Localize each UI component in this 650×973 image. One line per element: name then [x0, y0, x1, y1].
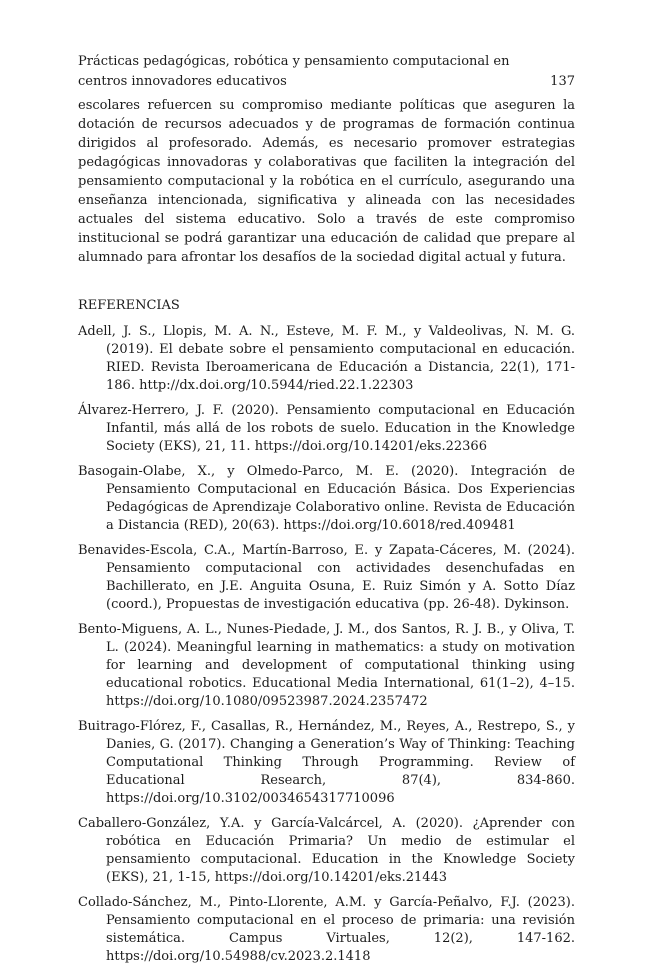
reference-item: Collado-Sánchez, M., Pinto-Llorente, A.M. y García-Peñalvo, F.J. (2023). Pensamiento computacional en el proceso de primaria: una revisión sistemática. Campus Virtuales, 12(2), 147-162. https://doi.org/10.54988/cv.2023.2.1418 [78, 895, 575, 964]
reference-item: Buitrago-Flórez, F., Casallas, R., Hernández, M., Reyes, A., Restrepo, S., y Danies, G. (2017). Changing a Generation’s Way of Thinking: Teaching Computational Thinking Through Programming. Review of Educational Research, 87(4), 834-860. https://doi.org/10.3102/0034654317710096 [78, 719, 575, 806]
reference-item: Benavides-Escola, C.A., Martín-Barroso, E. y Zapata-Cáceres, M. (2024). Pensamiento computacional con actividades desenchufadas en Bachillerato, en J.E. Anguita Osuna, E. Ruiz Simón y A. Sotto Díaz (coord.), Propuestas de investigación educativa (pp. 26-48). Dykinson. [78, 543, 575, 612]
references-heading: REFERENCIAS [78, 298, 180, 313]
document-page [78, 48, 575, 973]
body-paragraph: escolares refuercen su compromiso mediante políticas que aseguren la dotación de recursos adecuados y de programas de formación continua dirigidos al profesorado. Además, es necesario promover estrategias pedagógicas innovadoras y colaborativas que faciliten la integración del pensamiento computacional y la robótica en el currículo, asegurando una enseñanza intencionada, significativa y alineada con las necesidades actuales del sistema educativo. Solo a través de este compromiso institucional se podrá garantizar una educación de calidad que prepare al alumnado para afrontar los desafíos de la sociedad digital actual y futura. [78, 98, 575, 265]
reference-item: Basogain-Olabe, X., y Olmedo-Parco, M. E. (2020). Integración de Pensamiento Computacional en Educación Básica. Dos Experiencias Pedagógicas de Aprendizaje Colaborativo online. Revista de Educación a Distancia (RED), 20(63). https://doi.org/10.6018/red.409481 [78, 464, 575, 533]
page-number: 137 [550, 74, 575, 89]
reference-item: Álvarez-Herrero, J. F. (2020). Pensamiento computacional en Educación Infantil, más allá de los robots de suelo. Education in the Knowledge Society (EKS), 21, 11. https://doi.org/10.14201/eks.22366 [78, 403, 575, 454]
reference-item: Bento-Miguens, A. L., Nunes-Piedade, J. M., dos Santos, R. J. B., y Oliva, T. L. (2024). Meaningful learning in mathematics: a study on motivation for learning and development of computational thinking using educational robotics. Educational Media International, 61(1–2), 4–15. https://doi.org/10.1080/09523987.2024.2357472 [78, 622, 575, 709]
running-header-title: Prácticas pedagógicas, robótica y pensamiento computacional en centros innovadores educativos [78, 54, 510, 89]
references-list [78, 323, 575, 966]
reference-item: Caballero-González, Y.A. y García-Valcárcel, A. (2020). ¿Aprender con robótica en Educación Primaria? Un medio de estimular el pensamiento computacional. Education in the Knowledge Society (EKS), 21, 1-15, https://doi.org/10.14201/eks.21443 [78, 816, 575, 885]
reference-item: Adell, J. S., Llopis, M. A. N., Esteve, M. F. M., y Valdeolivas, N. M. G. (2019). El debate sobre el pensamiento computacional en educación. RIED. Revista Iberoamericana de Educación a Distancia, 22(1), 171-186. http://dx.doi.org/10.5944/ried.22.1.22303 [78, 324, 575, 393]
running-header [78, 52, 575, 92]
